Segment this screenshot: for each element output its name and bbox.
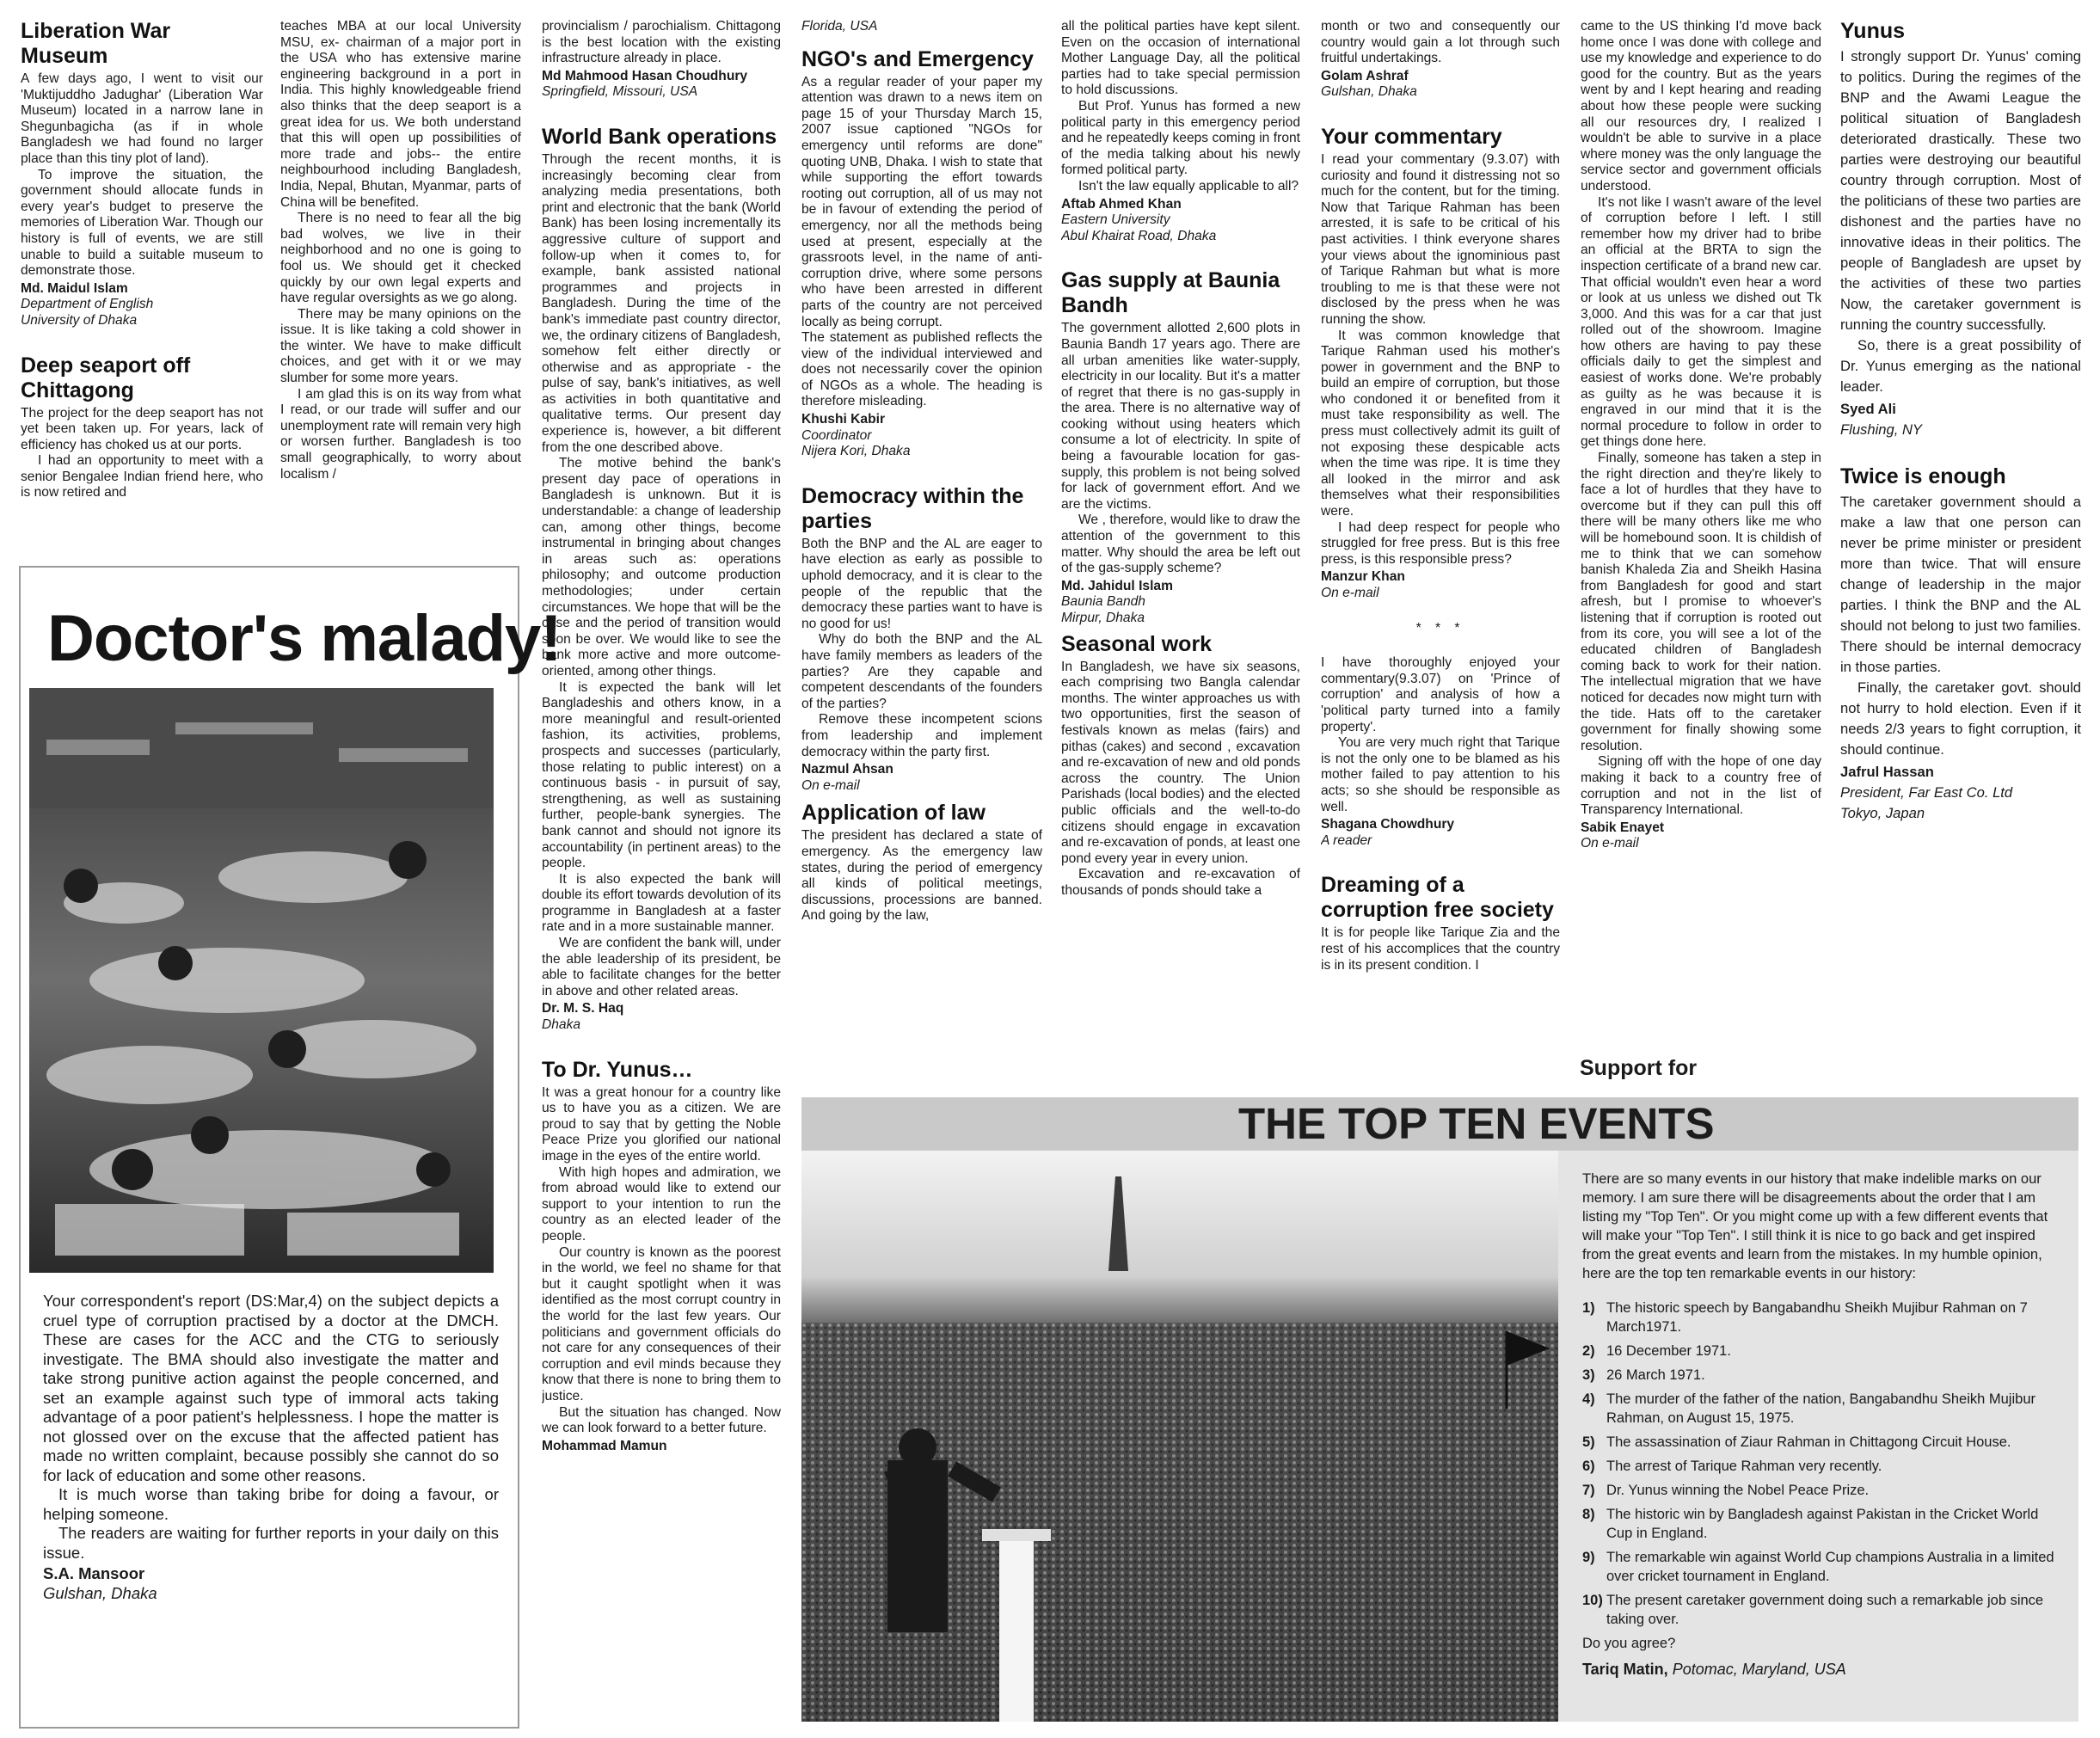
paragraph: month or two and consequently our country would gain a lot through such fruitful undertakings.	[1321, 19, 1560, 66]
paragraph: We are confident the bank will, under the able leadership of its president, be able to facilitate changes for the better in above and other related areas.	[542, 936, 781, 998]
paragraph: Signing off with the hope of one day making it back to a country free of corruption and not in the list of Transparency International.	[1581, 754, 1821, 818]
paragraph: The caretaker government should a make a law that one person can never be prime minister or president more than twice. That will ensure change of leadership in the major parties. I think the BNP and the AL should not belong to just two families. There should be internal democracy in those parties.	[1840, 494, 2081, 675]
affiliation: Gulshan, Dhaka	[1321, 84, 1417, 100]
paragraph: The statement as published reflects the view of the individual interviewed and does not necessarily cover the opinion of NGOs as a whole. The heading is therefore misleading.	[801, 330, 1042, 409]
affiliation: Tokyo, Japan	[1840, 805, 1925, 821]
paragraph: It's not like I wasn't aware of the level of corruption before I left. I still remember how my driver had to bribe an official at the BRTA to sign the inspection certificate of a brand new car. That official wouldn't even hear a word or look at us unless we dished out Tk 3,000. And this was for a car that just rolled out of the showroom. Imagine how others are having to pay these officials daily to get the simplest and easiest of works done. We're probably as guilty as he was because it is engraved in our mind that it is the normal procedure to follow in order to get things done here.	[1581, 194, 1821, 450]
signature: Shagana Chowdhury	[1321, 817, 1455, 832]
paragraph: I strongly support Dr. Yunus' coming to politics. During the regimes of the BNP and the Awami League the political situation of Bangladesh deteriorated drastically. These two parties were destroying our beautiful country through corruption. Most of the politicians of these two parties are dishonest and the parties have no innovative ideas in their politics. The people of Bangladesh are upset by the activities of these two parties Now, the caretaker government is running the country successfully.	[1840, 48, 2081, 333]
headline: Democracy within the parties	[801, 483, 1024, 533]
column-4	[801, 19, 1042, 1085]
signature: Jafrul Hassan	[1840, 764, 1934, 780]
paragraph: provincialism / parochialism. Chittagong is the best location with the existing infrastructure already in place.	[542, 19, 781, 66]
list-item: 1) The historic speech by Bangabandhu Sheikh Mujibur Rahman on 7 March1971.	[1582, 1300, 2028, 1335]
question: Do you agree?	[1582, 1636, 1676, 1651]
column-1	[21, 19, 263, 501]
list-item: 5) The assassination of Ziaur Rahman in Chittagong Circuit House.	[1582, 1434, 2011, 1450]
headline: Dreaming of a corruption free society	[1321, 873, 1554, 923]
signature: Md Mahmood Hasan Choudhury	[542, 68, 748, 83]
paragraph: In Bangladesh, we have six seasons, each comprising two Bangla calendar months. The winter approaches us with two opportunities, first the season of festivals known as melas (fairs) and pithas (cakes) and second , excavation and re-excavation of new and old ponds across the country. The Union Parishads (local bodies) and the elected public officials and the well-to-do citizens should engage in excavation and re-excavation of ponds, at least one pond every year in every union.	[1061, 659, 1300, 866]
doctor-letter-text	[43, 1292, 499, 1603]
affiliation: Baunia Bandh	[1061, 594, 1145, 610]
affiliation: Flushing, NY	[1840, 421, 1922, 438]
paragraph: I had deep respect for people who struggled for free press. But is this free press, is this responsible press?	[1321, 519, 1560, 567]
paragraph: It is much worse than taking bribe for doing a favour, or helping someone.	[43, 1485, 499, 1523]
paragraph: There is no need to fear all the big bad wolves, we live in their neighborhood and no one is going to fool us. We should get it checked quickly by our own legal experts and have regular oversights as we go along.	[280, 211, 521, 306]
paragraph: I read your commentary (9.3.07) with curiosity and found it distressing not so much for the content, but for the timing. Now that Tarique Rahman has been arrested, it is safe to be critical of his past activities. I think everyone shares your views about the ignominious past of Tarique Rahman but what is more troubling to me is that these were not disclosed by the press when he was running the show.	[1321, 151, 1560, 327]
affiliation: Springfield, Missouri, USA	[542, 84, 698, 100]
headline: Liberation War Museum	[21, 19, 171, 68]
doctor-headline: Doctor's malady!	[47, 602, 562, 675]
list-item: 8) The historic win by Bangladesh against Pakistan in the Cricket World Cup in England.	[1582, 1507, 2039, 1541]
paragraph: Our country is known as the poorest in the world, we feel no shame for that but it caught spotlight when it was identified as the most corrupt country in the world for the last few years. Our politicians and government officials do not care for any consequences of their corruption and evil minds because they know that there is none to bring them to justice.	[542, 1244, 781, 1403]
paragraph: I am glad this is on its way from what I read, or our trade will suffer and our unemployment rate will remain very high or worsen further. Bangladesh is too small geographically, to worry about localism /	[280, 386, 521, 482]
paragraph: The president has declared a state of emergency. As the emergency law states, during the period of emergency all kinds of political meetings, discussions, processions are banned. And going by the law,	[801, 828, 1042, 924]
signature: Md. Maidul Islam	[21, 280, 128, 296]
headline: Your commentary	[1321, 124, 1502, 149]
affiliation: Dhaka	[542, 1017, 581, 1033]
column-3	[542, 19, 781, 1730]
paragraph: Finally, the caretaker govt. should not hurry to hold election. Even if it needs 2/3 years to fight corruption, it should continue.	[1840, 679, 2081, 758]
affiliation: Florida, USA	[801, 19, 878, 34]
paragraph: But Prof. Yunus has formed a new political party in this emergency period and he repeatedly keeps coming in front of the media talking about his newly formed political party.	[1061, 98, 1300, 178]
affiliation: Nijera Kori, Dhaka	[801, 444, 911, 459]
paragraph: A few days ago, I went to visit our 'Muktijuddho Jadughar' (Liberation War Museum) located in a narrow lane in Shegunbagicha (as if in whole Bangladesh we had found no larger place than this tiny plot of land).	[21, 71, 263, 166]
affiliation: On e-mail	[1581, 836, 1639, 851]
headline: NGO's and Emergency	[801, 46, 1034, 71]
affiliation: President, Far East Co. Ltd	[1840, 784, 2013, 801]
paragraph: With high hopes and admiration, we from abroad would like to extend our support to your intention to run the country as an elected leader of the people.	[542, 1164, 781, 1244]
signature: Sabik Enayet	[1581, 820, 1665, 835]
affiliation: Department of English	[21, 297, 154, 312]
signature: Tariq Matin,	[1582, 1661, 1668, 1678]
affiliation: Eastern University	[1061, 212, 1170, 228]
paragraph: Remove these incompetent scions from leadership and implement democracy within the party first.	[801, 712, 1042, 759]
headline: Twice is enough	[1840, 464, 2006, 488]
affiliation: University of Dhaka	[21, 312, 138, 328]
list-item: 10) The present caretaker government doing such a remarkable job since taking over.	[1582, 1593, 2044, 1627]
affiliation: Abul Khairat Road, Dhaka	[1061, 228, 1217, 243]
paragraph: Both the BNP and the AL are eager to have election as early as possible to uphold democracy, and it is clear to the people of the republic that the democracy these parties want to have is no good for us!	[801, 536, 1042, 631]
paragraph: The motive behind the bank's present day pace of operations in Bangladesh is unknown. But it is understandable: a change of leadership can, among other things, become instrumental in bringing about changes in areas such as: operations philosophy; and outcome production methodologies; under certain circumstances. We hope that will be the case and the period of transition would soon be over. We would like to see the bank more active and more outcome-oriented, among other things.	[542, 456, 781, 679]
paragraph: Excavation and re-excavation of thousands of ponds should take a	[1061, 867, 1300, 898]
paragraph: I have thoroughly enjoyed your commentary(9.3.07) on 'Prince of corruption' and analysis of how a 'political party turned into a family property'.	[1321, 655, 1560, 734]
column-2	[280, 19, 521, 561]
top-ten-text	[1582, 1170, 2060, 1679]
list-item: 6) The arrest of Tarique Rahman very recently.	[1582, 1459, 1882, 1474]
paragraph: The government allotted 2,600 plots in Baunia Bandh 17 years ago. There are all urban amenities like water-supply, electricity in our locality. But it's a matter of regret that there is no gas-supply in the area. There is no alternative way of cooking without using heaters which consume a lot of electricity. In spite of being a favourable location for gas-supply, this problem is not being solved for lack of government effort. And we are the victims.	[1061, 321, 1300, 512]
signature: Dr. M. S. Haq	[542, 1001, 624, 1016]
paragraph: As a regular reader of your paper my attention was drawn to a news item on page 15 of your Thursday March 15, 2007 issue captioned "NGOs for emergency until reforms are done" quoting UNB, Dhaka. I wish to state that while supporting the effort towards rooting out corruption, all of us may not be in favour of extending the period of emergency, nor all the methods being used at present, especially at the grassroots level, in the name of anti-corruption drive, where some persons who have been arrested in different parts of the country are not perceived locally as being corrupt.	[801, 74, 1042, 329]
paragraph: It is expected the bank will let Bangladeshis and others know, in a more meaningful and result-oriented fashion, its activities, problems, prospects and successes (particularly, those relating to public interest) on a continuous basis - in pursuit of say, strengthening, as well as sustaining further, people-bank synergies. The bank cannot and should not ignore its accountability (in pertinent areas) to the people.	[542, 679, 781, 871]
paragraph: It was a great honour for a country like us to have you as a citizen. We are proud to say that by getting the Noble Peace Prize you glorified our national image in the eyes of the entire world.	[542, 1084, 781, 1164]
paragraph: I had an opportunity to meet with a senior Bengalee Indian friend here, who is now retired and	[21, 453, 263, 501]
signature: S.A. Mansoor	[43, 1564, 145, 1582]
signature: Aftab Ahmed Khan	[1061, 196, 1182, 212]
signature: Golam Ashraf	[1321, 68, 1409, 83]
headline: Support for	[1580, 1056, 1698, 1080]
column-6	[1321, 19, 1560, 1085]
list-item: 4) The murder of the father of the nation, Bangabandhu Sheikh Mujibur Rahman, on August 15, 1975.	[1582, 1391, 2036, 1426]
paragraph: It is for people like Tarique Zia and the rest of his accomplices that the country is in its present condition. I	[1321, 925, 1560, 973]
paragraph: So, there is a great possibility of Dr. Yunus emerging as the national leader.	[1840, 337, 2081, 395]
paragraph: But the situation has changed. Now we can look forward to a better future.	[542, 1404, 781, 1436]
affiliation: Gulshan, Dhaka	[43, 1583, 157, 1602]
affiliation: Mirpur, Dhaka	[1061, 611, 1145, 625]
paragraph: To improve the situation, the government should allocate funds in every year's budget to preserve the memories of Liberation War. Though our history is full of events, we are still unable to build a suitable museum to demonstrate those.	[21, 167, 263, 279]
signature: Mohammad Mamun	[542, 1438, 667, 1453]
rally-crowd-photo	[801, 1151, 1558, 1722]
top-ten-list	[1582, 1299, 2060, 1629]
paragraph: We , therefore, would like to draw the attention of the government to this matter. Why should the area be left out of the gas-supply scheme?	[1061, 513, 1300, 576]
signature: Khushi Kabir	[801, 412, 886, 427]
paragraph: It was common knowledge that Tarique Rahman used his mother's power in government and the BNP to build an empire of corruption, but those who condoned it or benefited from it must take responsibility as well. The press must collectively admit its guilt of not exposing these despicable acts when the time was ripe. It is time they all looked in the mirror and ask themselves what their responsibilities were.	[1321, 328, 1560, 519]
paragraph: The readers are waiting for further reports in your daily on this issue.	[43, 1524, 499, 1562]
paragraph: Isn't the law equally applicable to all?	[1078, 178, 1299, 193]
paragraph: Why do both the BNP and the AL have family members as leaders of the parties? Are they capable and competent descendants of the founders of the parties?	[801, 632, 1042, 711]
headline: Deep seaport off Chittagong	[21, 353, 191, 402]
paragraph: It is also expected the bank will double its effort towards devolution of its programme in Bangladesh at a faster rate and in a more sustainable manner.	[542, 871, 781, 935]
headline: World Bank operations	[542, 124, 777, 149]
signature: Manzur Khan	[1321, 569, 1405, 585]
affiliation: Coordinator	[801, 427, 872, 443]
headline: Yunus	[1840, 19, 1906, 43]
affiliation: On e-mail	[1321, 586, 1379, 600]
intro-paragraph: There are so many events in our history that make indelible marks on our memory. I am sure there will be disagreements about the order that I am listing my "Top Ten". Or you might come up with a few different events that will make your "Top Ten". I still think it is nice to go back and get inspired from the great events and learn from the mistakes. In my humble opinion, here are the top ten remarkable events in our history:	[1582, 1171, 2048, 1281]
signature: Md. Jahidul Islam	[1061, 578, 1173, 593]
signature: Nazmul Ahsan	[801, 762, 893, 777]
list-item: 9) The remarkable win against World Cup champions Australia in a limited over cricket tournament in England.	[1582, 1550, 2054, 1584]
signature-line	[1582, 1660, 2060, 1679]
affiliation: A reader	[1321, 832, 1372, 848]
list-item: 7) Dr. Yunus winning the Nobel Peace Prize.	[1582, 1483, 1870, 1498]
headline: Application of law	[801, 801, 986, 826]
column-7	[1581, 19, 1821, 1051]
list-item: 3) 26 March 1971.	[1582, 1367, 1705, 1383]
affiliation: On e-mail	[801, 777, 860, 793]
column-8	[1840, 19, 2081, 1085]
paragraph: all the political parties have kept silent. Even on the occasion of international Mother Language Day, all the political parties had to take special permission to hold discussions.	[1061, 19, 1300, 98]
headline: Gas supply at Baunia Bandh	[1061, 268, 1280, 318]
column-5	[1061, 19, 1300, 1085]
paragraph: Through the recent months, it is increasingly becoming clear from analyzing media presentations, both print and electronic that the bank (World Bank) has been losing incrementally its aggressive culture of support and follow-up when it comes to, for example, bank assisted national programmes and projects in Bangladesh. During the time of the bank's immediate past country director, we, the ordinary citizens of Bangladesh, somehow felt either directly or otherwise and as appropriate - the pulse of say, bank's initiatives, as well as activities in both quantitative and qualitative terms. Our present day experience is, however, a bit different from the one described above.	[542, 151, 781, 455]
headline: Seasonal work	[1061, 631, 1213, 656]
list-item: 2) 16 December 1971.	[1582, 1343, 1731, 1359]
top-ten-headline: THE TOP TEN EVENTS	[1238, 1099, 1715, 1148]
headline: To Dr. Yunus…	[542, 1057, 693, 1082]
paragraph: You are very much right that Tarique is not the only one to be blamed as his mother failed to pay attention to his acts; so she should be responsible as well.	[1321, 735, 1560, 814]
paragraph: teaches MBA at our local University MSU, ex- chairman of a major port in the USA who has extensive marine engineering background in a port in India. This highly knowledgeable friend also thinks that the deep seaport is a great idea for us. We both understand that this will open up possibilities of more trade and jobs-- the entire neighbourhood including Bangladesh, India, Nepal, Bhutan, Myanmar, parts of China will be benefited.	[280, 19, 521, 210]
separator-stars: * * *	[1415, 620, 1465, 636]
hospital-ward-photo	[29, 688, 494, 1273]
paragraph: Your correspondent's report (DS:Mar,4) on the subject depicts a cruel type of corruption practised by a doctor at the DMCH. These are cases for the ACC and the CTG to seriously investigate. The BMA should also investigate the matter and take strong punitive action against the people concerned, and set an example against such type of immoral acts taking advantage of a poor patient's helplessness. I hope the matter is not glossed over on the excuse that the affected patient has made no written complaint, because possibly she cannot do so for lack of education and some other reasons.	[43, 1292, 499, 1484]
paragraph: There may be many opinions on the issue. It is like taking a cold shower in the winter. We have to make difficult choices, and get with it or we may slumber for some more years.	[280, 306, 521, 386]
paragraph: The project for the deep seaport has not yet been taken up. For years, lack of efficiency has choked us at our ports.	[21, 405, 263, 452]
paragraph: Finally, someone has taken a step in the right direction and they're likely to face a lot of hurdles that they have to overcome but if they can pull this off there will be many others like me who will be homebound soon. It is childish of me to think that we can somehow banish Khaleda Zia and Sheikh Hasina from Bangladesh for good and start afresh, but I promise to whoever's listening that if corruption is rooted out from its core, you will see a lot of the educated children of Bangladesh coming back to work for their nation. The intellectual migration that we have noticed for decades now might turn with the tide. Hats off to the caretaker government for finally showing some resolution.	[1581, 451, 1821, 753]
paragraph: came to the US thinking I'd move back home once I was done with college and use my knowledge and experience to do good for the country. But as the years went by and I kept hearing and reading about how these people were sucking all our resources dry, I realized I wouldn't be able to survive in a place where money was the only language the service sector and government officials understood.	[1581, 19, 1821, 193]
signature: Syed Ali	[1840, 401, 1896, 417]
affiliation: Potomac, Maryland, USA	[1672, 1661, 1846, 1678]
